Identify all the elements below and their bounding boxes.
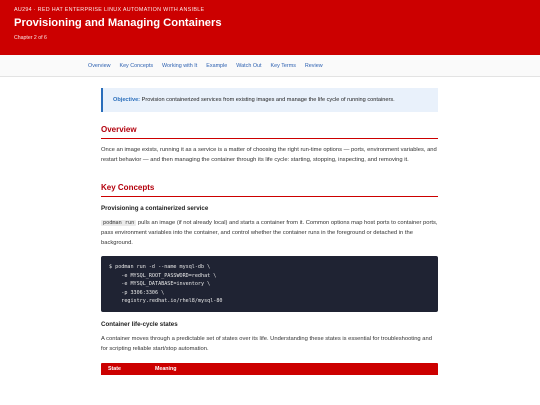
- page-title: Provisioning and Managing Containers: [14, 17, 222, 29]
- chapter-indicator: Chapter 2 of 6: [14, 35, 47, 41]
- table-col-meaning: Meaning: [155, 366, 177, 372]
- nav-link-overview[interactable]: Overview: [88, 62, 111, 69]
- states-table-header: [101, 363, 438, 375]
- provision-body: pulls an image (if not already local) and starts a container from it. Common options map host ports to container ports, pass environment variables into the container, and control whether the container runs in the foreground or detached in the background.: [101, 220, 438, 246]
- course-label: AU294 · RED HAT ENTERPRISE LINUX AUTOMATION WITH ANSIBLE: [14, 7, 205, 13]
- code-line: -p 3306:3306 \: [109, 289, 165, 296]
- lifecycle-heading: Container life-cycle states: [101, 321, 178, 328]
- provision-heading: Provisioning a containerized service: [101, 205, 209, 212]
- page-header: [0, 0, 540, 55]
- nav-link-review[interactable]: Review: [304, 62, 323, 69]
- nav-link-key-terms[interactable]: Key Terms: [270, 62, 296, 69]
- nav-link-watch-out[interactable]: Watch Out: [236, 62, 262, 69]
- main-content: [101, 88, 438, 375]
- overview-heading: Overview: [101, 125, 438, 139]
- section-nav: [0, 55, 540, 77]
- nav-link-example[interactable]: Example: [206, 62, 228, 69]
- key-concepts-heading: Key Concepts: [101, 183, 438, 197]
- code-block[interactable]: [101, 256, 438, 312]
- table-col-state: State: [108, 366, 121, 372]
- code-line: registry.redhat.io/rhel8/mysql-80: [109, 298, 223, 305]
- provision-text: [101, 218, 438, 248]
- inline-code-podman-run: podman run: [103, 220, 135, 226]
- overview-text: Once an image exists, running it as a service is a matter of choosing the right run-time options — ports, environment variables, and restart behavior — and then managing the container through its life cycle: starting, stopping, inspecting, and removing it.: [101, 147, 437, 163]
- objective-label: Objective:: [113, 97, 141, 103]
- lifecycle-text: A container moves through a predictable set of states over its life. Understanding these states is essential for troubleshooting and for scripting reliable start/stop automation.: [101, 336, 432, 352]
- objective-text: Provision containerized services from existing images and manage the life cycle of running containers.: [141, 97, 395, 103]
- code-line: $ podman run -d --name mysql-db \: [109, 264, 211, 270]
- objective-callout: [101, 88, 438, 112]
- nav-link-working-with-it[interactable]: Working with It: [162, 62, 198, 69]
- code-line: -e MYSQL_DATABASE=inventory \: [109, 281, 211, 288]
- code-line: -e MYSQL_ROOT_PASSWORD=redhat \: [109, 272, 217, 279]
- nav-link-key-concepts[interactable]: Key Concepts: [119, 62, 154, 69]
